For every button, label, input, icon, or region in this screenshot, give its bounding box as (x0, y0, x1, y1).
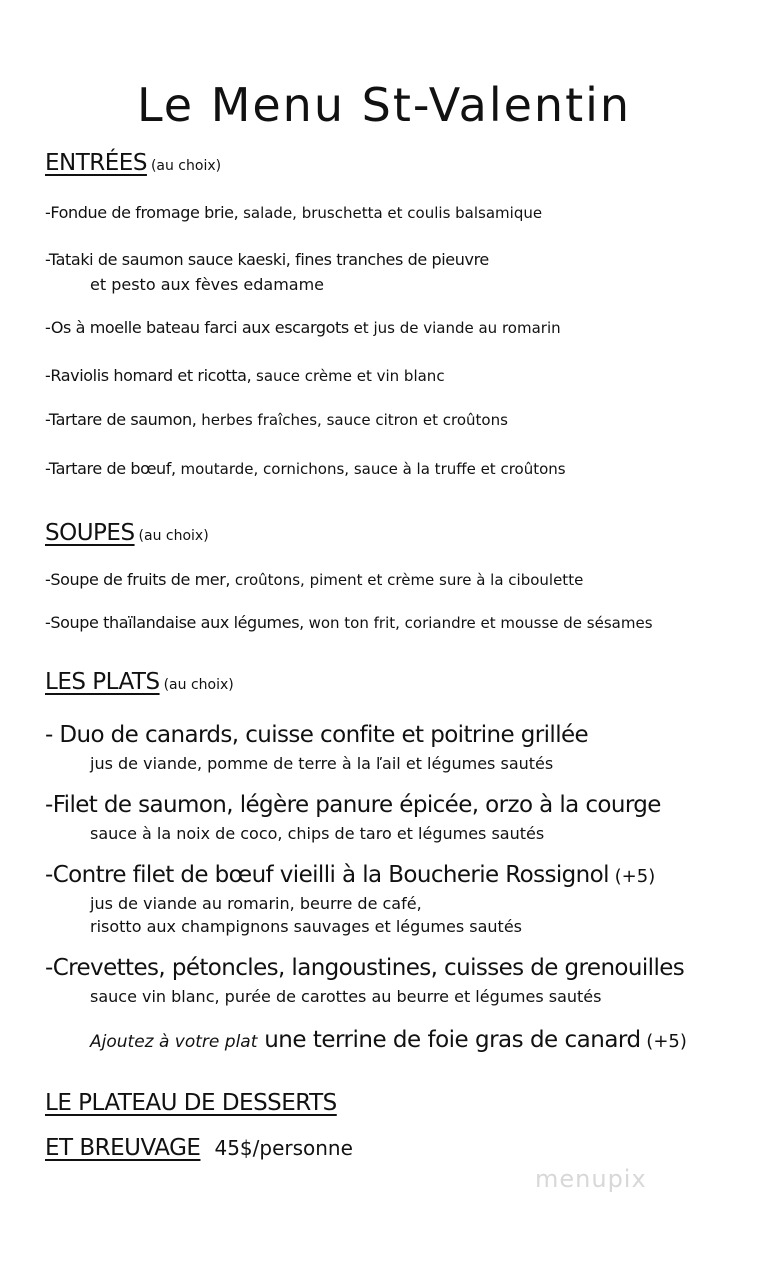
dish-desc-line: jus de viande au romarin, beurre de café, (90, 894, 422, 913)
dish-desc-line: risotto aux champignons sauvages et légumes sautés (90, 917, 522, 936)
watermark: menupix (535, 1165, 647, 1193)
entrees-heading: ENTRÉES (45, 150, 147, 176)
addon-intro: Ajoutez à votre plat (90, 1032, 258, 1052)
item-desc: moutarde, cornichons, sauce à la truffe et croûtons (175, 460, 566, 478)
dish-extra: (+5) (608, 866, 656, 887)
item-name: -Tartare de saumon, (45, 410, 197, 429)
menu-item (45, 203, 542, 222)
menu-item (45, 570, 583, 589)
addon-line (90, 1027, 687, 1053)
desserts-heading-line2 (45, 1135, 353, 1161)
main-dish (45, 722, 588, 748)
addon-extra: (+5) (640, 1031, 687, 1052)
menu-item (45, 459, 566, 478)
item-name: -Tataki de saumon sauce kaeski, fines tranches de pieuvre (45, 250, 489, 269)
item-desc: croûtons, piment et crème sure à la ciboulette (230, 571, 584, 589)
item-desc: et jus de viande au romarin (348, 319, 561, 337)
dish-name: - Duo de canards, cuisse confite et poitrine grillée (45, 722, 589, 748)
dish-desc-line: jus de viande, pomme de terre à la ľail et légumes sautés (90, 754, 554, 773)
menu-item (45, 410, 508, 429)
entrees-note: (au choix) (150, 158, 222, 174)
dish-name: -Crevettes, pétoncles, langoustines, cuisses de grenouilles (45, 955, 685, 981)
dish-name: -Contre filet de bœuf vieilli à la Boucherie Rossignol (45, 862, 609, 888)
item-name: -Tartare de bœuf, (45, 459, 176, 478)
plats-section-heading (45, 669, 234, 695)
main-dish (45, 955, 684, 981)
menu-item (45, 613, 653, 632)
plats-note: (au choix) (163, 677, 234, 693)
item-desc: salade, bruschetta et coulis balsamique (238, 204, 543, 222)
item-desc: won ton frit, coriandre et mousse de sésames (303, 614, 653, 632)
addon-name: une terrine de foie gras de canard (257, 1027, 641, 1053)
desserts-heading: LE PLATEAU DE DESSERTS (45, 1090, 337, 1116)
menu-item (45, 318, 561, 337)
dish-name: -Filet de saumon, légère panure épicée, orzo à la courge (45, 792, 661, 818)
entrees-section-heading (45, 150, 221, 176)
item-desc-line: et pesto aux fèves edamame (90, 275, 325, 294)
desserts-heading-line1 (45, 1090, 337, 1116)
item-desc: herbes fraîches, sauce citron et croûtons (196, 411, 508, 429)
item-name: -Fondue de fromage brie, (45, 203, 239, 222)
dish-desc-line: sauce à la noix de coco, chips de taro et légumes sautés (90, 824, 545, 843)
main-dish (45, 862, 655, 888)
breuvage-heading: ET BREUVAGE (45, 1135, 201, 1161)
menu-title: Le Menu St-Valentin (136, 78, 632, 132)
dish-desc-line: sauce vin blanc, purée de carottes au beurre et légumes sautés (90, 987, 602, 1006)
item-desc: sauce crème et vin blanc (251, 367, 445, 385)
main-dish (45, 792, 661, 818)
item-name: -Os à moelle bateau farci aux escargots (45, 318, 349, 337)
item-name: -Soupe thaïlandaise aux légumes, (45, 613, 304, 632)
item-name: -Raviolis homard et ricotta, (45, 366, 252, 385)
menu-item (45, 250, 489, 269)
plats-heading: LES PLATS (45, 669, 160, 695)
desserts-price: 45$/personne (214, 1136, 353, 1160)
soupes-heading: SOUPES (45, 520, 135, 546)
soupes-note: (au choix) (138, 528, 209, 544)
soupes-section-heading (45, 520, 209, 546)
item-name: -Soupe de fruits de mer, (45, 570, 231, 589)
menu-item (45, 366, 445, 385)
